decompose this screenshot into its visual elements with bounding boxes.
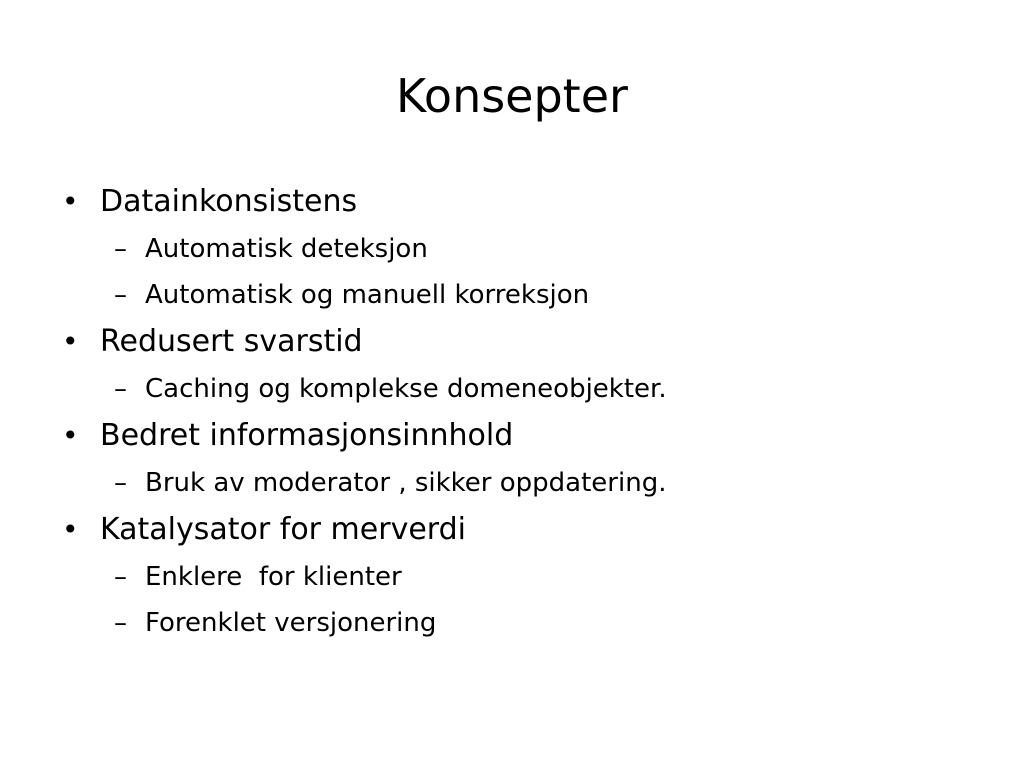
sub-item-label: Enklere for klienter bbox=[145, 562, 402, 592]
bullet-item bbox=[60, 178, 1000, 318]
sub-list bbox=[60, 460, 1000, 506]
sub-marker: – bbox=[114, 280, 127, 310]
sub-marker: – bbox=[114, 562, 127, 592]
bullet-label: Katalysator for merverdi bbox=[100, 512, 466, 547]
bullet-row bbox=[60, 506, 1000, 554]
sub-marker: – bbox=[114, 608, 127, 638]
bullet-item bbox=[60, 412, 1000, 506]
sub-item-label: Automatisk deteksjon bbox=[145, 234, 428, 264]
sub-marker: – bbox=[114, 374, 127, 404]
sub-marker: – bbox=[114, 468, 127, 498]
sub-item bbox=[60, 554, 1000, 600]
bullet-label: Redusert svarstid bbox=[100, 324, 363, 359]
bullet-marker: • bbox=[62, 419, 79, 452]
sub-list bbox=[60, 226, 1000, 318]
sub-list bbox=[60, 366, 1000, 412]
sub-item bbox=[60, 600, 1000, 646]
bullet-label: Bedret informasjonsinnhold bbox=[100, 418, 514, 453]
sub-item-label: Caching og komplekse domeneobjekter. bbox=[145, 374, 667, 404]
bullet-item bbox=[60, 318, 1000, 412]
slide-title: Konsepter bbox=[396, 69, 628, 123]
bullet-row bbox=[60, 412, 1000, 460]
bullet-marker: • bbox=[62, 513, 79, 546]
bullet-row bbox=[60, 178, 1000, 226]
bullet-list bbox=[60, 178, 1000, 646]
bullet-marker: • bbox=[62, 325, 79, 358]
bullet-row bbox=[60, 318, 1000, 366]
sub-item bbox=[60, 272, 1000, 318]
sub-item-label: Bruk av moderator , sikker oppdatering. bbox=[145, 468, 667, 498]
bullet-marker: • bbox=[62, 185, 79, 218]
sub-item bbox=[60, 460, 1000, 506]
sub-item-label: Forenklet versjonering bbox=[145, 608, 437, 638]
bullet-item bbox=[60, 506, 1000, 646]
sub-item bbox=[60, 226, 1000, 272]
sub-item-label: Automatisk og manuell korreksjon bbox=[145, 280, 590, 310]
sub-list bbox=[60, 554, 1000, 646]
sub-item bbox=[60, 366, 1000, 412]
sub-marker: – bbox=[114, 234, 127, 264]
bullet-label: Datainkonsistens bbox=[100, 184, 358, 219]
